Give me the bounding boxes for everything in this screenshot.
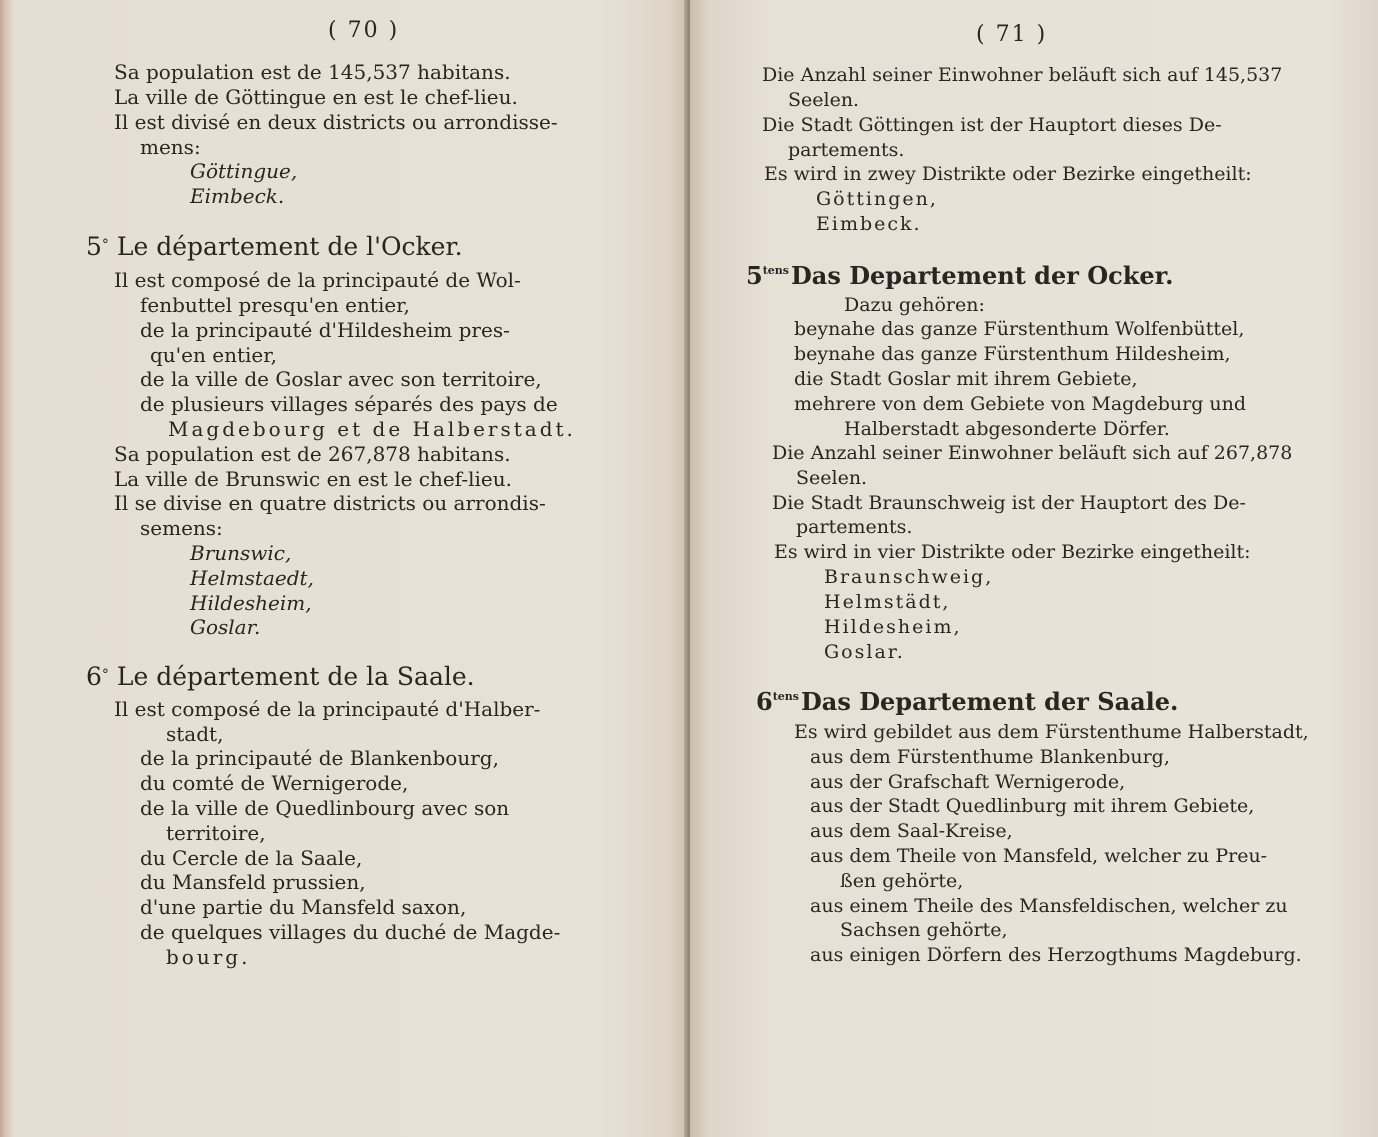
ordinal-mark: °: [101, 667, 109, 683]
text-line: Es wird gebildet aus dem Fürstenthume Halberstadt,: [794, 721, 1309, 743]
text-line: aus einigen Dörfern des Herzogthums Magdeburg.: [810, 944, 1302, 966]
district-name: Hildesheim,: [190, 591, 312, 615]
text-line: fenbuttel presqu'en entier,: [140, 293, 410, 317]
text-line: Dazu gehören:: [844, 294, 985, 316]
text-line: aus einem Theile des Mansfeldischen, welcher zu: [810, 895, 1288, 917]
page-number: ( 71 ): [976, 22, 1048, 47]
text-line: ßen gehörte,: [840, 870, 964, 892]
district-name: Goslar.: [190, 615, 261, 639]
text-line: Il se divise en quatre districts ou arrondis-: [114, 491, 546, 515]
district-name: Braunschweig,: [824, 566, 994, 588]
text-line: Die Stadt Göttingen ist der Hauptort dieses De-: [762, 114, 1222, 136]
text-line: de quelques villages du duché de Magde-: [140, 920, 561, 944]
text-line: Seelen.: [796, 467, 868, 489]
text-line: Die Stadt Braunschweig ist der Hauptort des De-: [772, 492, 1246, 514]
text-line: de la ville de Quedlinbourg avec son: [140, 796, 510, 820]
text-line: de la ville de Goslar avec son territoire,: [140, 367, 542, 391]
text-line: Es wird in vier Distrikte oder Bezirke eingetheilt:: [774, 541, 1251, 563]
text-line: La ville de Brunswic en est le chef-lieu.: [114, 467, 512, 491]
text-line: aus dem Fürstenthume Blankenburg,: [810, 746, 1170, 768]
text-line: Sa population est de 145,537 habitans.: [114, 60, 511, 84]
ordinal-mark: tens: [762, 264, 789, 277]
text-line: die Stadt Goslar mit ihrem Gebiete,: [794, 368, 1138, 390]
text-line: Il est composé de la principauté d'Halber-: [114, 697, 541, 721]
text-line: qu'en entier,: [150, 343, 277, 367]
section-title: Das Departement der Ocker.: [790, 261, 1174, 290]
text-line: Halberstadt abgesonderte Dörfer.: [844, 418, 1170, 440]
text-line: d'une partie du Mansfeld saxon,: [140, 895, 467, 919]
text-line: Seelen.: [788, 89, 860, 111]
text-line: de la principauté de Blankenbourg,: [140, 746, 499, 770]
section-heading: [86, 234, 463, 259]
text-line: stadt,: [166, 722, 224, 746]
text-line: Sachsen gehörte,: [840, 919, 1008, 941]
text-line: partements.: [796, 516, 913, 538]
section-title: Das Departement der Saale.: [800, 687, 1179, 716]
text-line: aus dem Saal-Kreise,: [810, 820, 1013, 842]
text-line: beynahe das ganze Fürstenthum Hildesheim,: [794, 343, 1231, 365]
section-number: 5: [86, 232, 102, 261]
text-line: aus dem Theile von Mansfeld, welcher zu Preu-: [810, 845, 1268, 867]
text-line: mehrere von dem Gebiete von Magdeburg und: [794, 393, 1247, 415]
section-heading: [756, 687, 1179, 716]
district-name: Brunswic,: [190, 541, 292, 565]
page-number: ( 70 ): [328, 18, 400, 43]
text-line: aus der Stadt Quedlinburg mit ihrem Gebiete,: [810, 795, 1255, 817]
text-line: Il est composé de la principauté de Wol-: [114, 268, 521, 292]
section-number: 6: [86, 662, 102, 691]
text-line: partements.: [788, 139, 905, 161]
section-title: Le département de l'Ocker.: [116, 232, 463, 261]
text-line: Magdebourg et de Halberstadt.: [168, 417, 576, 441]
text-line: beynahe das ganze Fürstenthum Wolfenbüttel,: [794, 318, 1245, 340]
district-name: Eimbeck.: [190, 184, 285, 208]
text-line: Sa population est de 267,878 habitans.: [114, 442, 511, 466]
text-line: du Mansfeld prussien,: [140, 870, 366, 894]
text-line: mens:: [140, 135, 201, 159]
text-line: territoire,: [166, 821, 266, 845]
district-name: Eimbeck.: [816, 213, 922, 235]
section-heading: [746, 261, 1174, 290]
district-name: Hildesheim,: [824, 616, 962, 638]
text-line: Die Anzahl seiner Einwohner beläuft sich auf 267,878: [772, 442, 1293, 464]
text-line: de plusieurs villages séparés des pays de: [140, 392, 558, 416]
ordinal-mark: °: [101, 237, 109, 253]
text-line: du comté de Wernigerode,: [140, 771, 409, 795]
text-line: semens:: [140, 516, 223, 540]
district-name: Helmstaedt,: [190, 566, 314, 590]
text-line: Il est divisé en deux districts ou arrondisse-: [114, 110, 558, 134]
district-name: Helmstädt,: [824, 591, 951, 613]
district-name: Göttingue,: [190, 159, 298, 183]
text-line: de la principauté d'Hildesheim pres-: [140, 318, 510, 342]
left-page: [0, 0, 688, 1137]
section-title: Le département de la Saale.: [116, 662, 475, 691]
text-line: Die Anzahl seiner Einwohner beläuft sich auf 145,537: [762, 64, 1283, 86]
section-number: 6: [756, 687, 773, 716]
text-line: La ville de Göttingue en est le chef-lieu.: [114, 85, 518, 109]
district-name: Göttingen,: [816, 188, 938, 210]
text-line: Es wird in zwey Distrikte oder Bezirke eingetheilt:: [764, 163, 1252, 185]
text-line: bourg.: [166, 945, 251, 969]
ordinal-mark: tens: [772, 690, 799, 703]
district-name: Goslar.: [824, 641, 905, 663]
right-page: [690, 0, 1378, 1137]
section-heading: [86, 664, 475, 689]
section-number: 5: [746, 261, 763, 290]
text-line: aus der Grafschaft Wernigerode,: [810, 771, 1126, 793]
text-line: du Cercle de la Saale,: [140, 846, 363, 870]
